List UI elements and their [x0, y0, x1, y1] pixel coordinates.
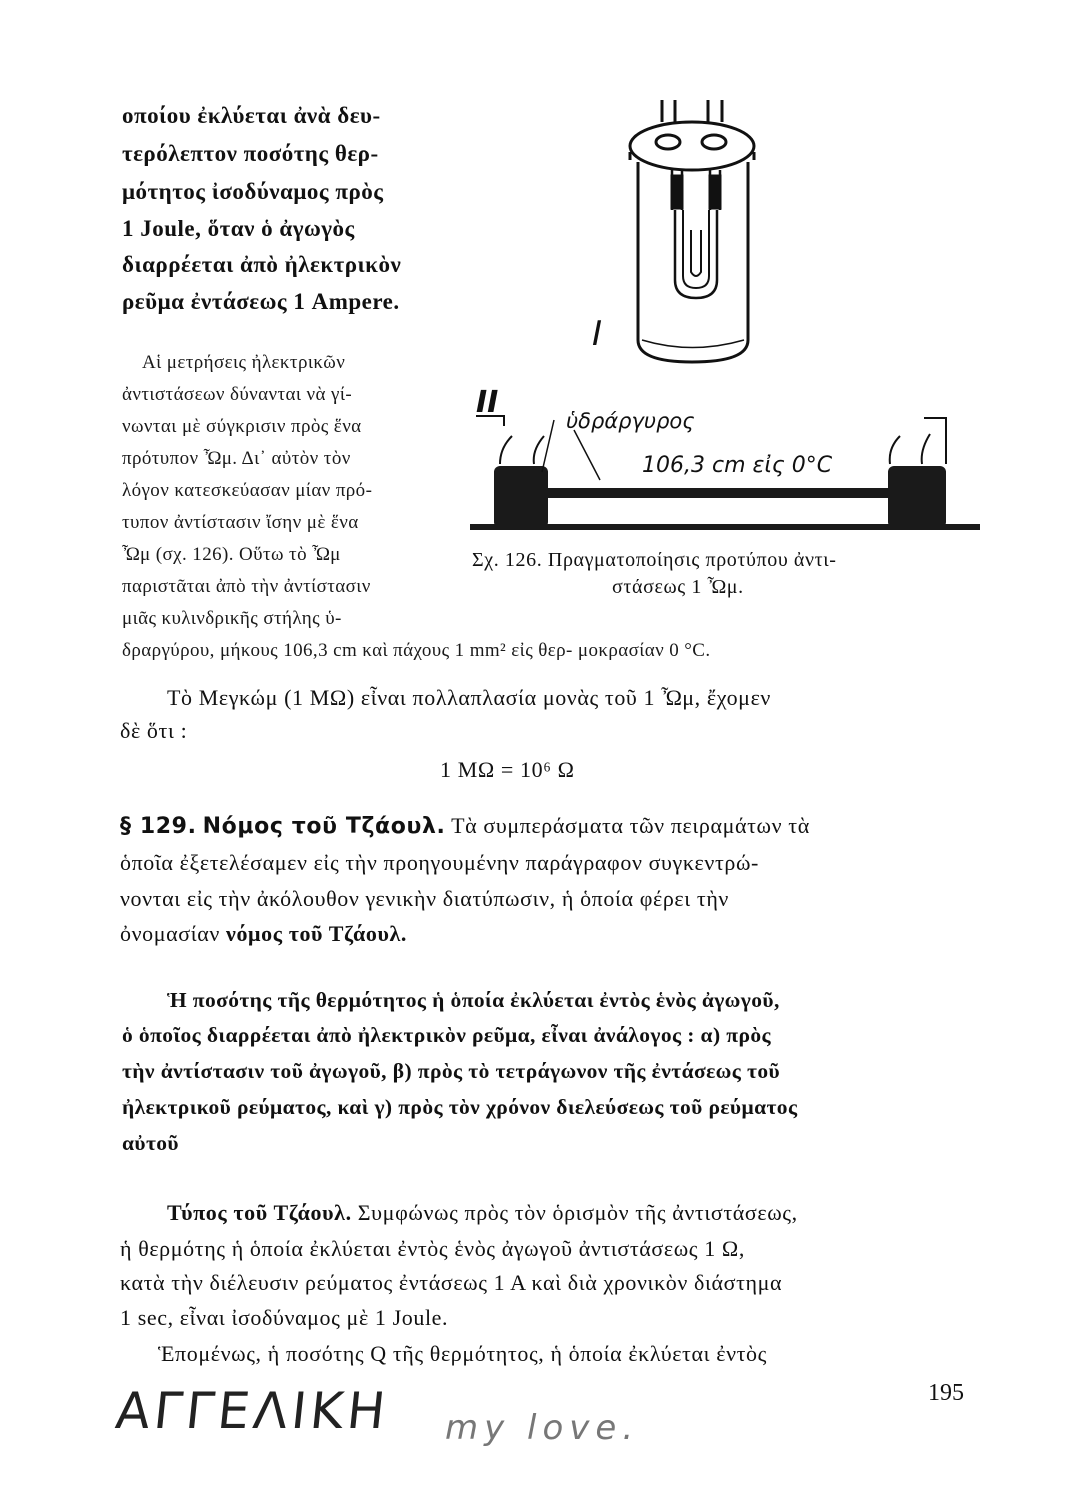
megohm-equation: 1 ΜΩ = 10⁶ Ω [440, 757, 575, 782]
section-text: ὀνομασίαν [120, 921, 220, 946]
figure-caption-line: Σχ. 126. Πραγματοποίησις προτύπου ἀντι- [472, 549, 837, 571]
sidebar-line: νωνται μὲ σύγκρισιν πρὸς ἕνα [122, 416, 362, 437]
megohm-line: δὲ ὅτι : [120, 718, 188, 743]
formula-heading-line [167, 1200, 798, 1226]
formula-line: κατὰ τὴν διέλευσιν ρεύματος ἐντάσεως 1 Α καὶ διὰ χρονικὸν διάστημα [120, 1270, 783, 1295]
label-length: 106,3 cm εἰς 0°C [642, 453, 833, 478]
law-line: Ἡ ποσότης τῆς θερμότητος ἡ ὁποία ἐκλύεται ἐντὸς ἑνὸς ἀγωγοῦ, [167, 988, 780, 1012]
sidebar-line: Ὦμ (σχ. 126). Οὕτω τὸ Ὦμ [122, 544, 341, 565]
section-line-last [120, 921, 407, 947]
handwritten-note: my love. [445, 1408, 640, 1448]
section-line: ὁποῖα ἐξετελέσαμεν εἰς τὴν προηγουμένην παράγραφον συγκεντρώ- [120, 850, 759, 875]
sidebar-line: μιᾶς κυλινδρικῆς στήλης ὑ- [122, 608, 342, 629]
label-i: I [592, 314, 603, 354]
sidebar-line: λόγον κατεσκεύασαν μίαν πρό- [122, 480, 373, 501]
figure-126-standard-ohm [470, 100, 990, 540]
sidebar-line: πρότυπον Ὦμ. Δι᾽ αὐτὸν τὸν [122, 448, 351, 469]
intro-line: διαρρέεται ἀπὸ ἠλεκτρικὸν [122, 252, 402, 277]
sidebar-line: ἀντιστάσεων δύνανται νὰ γί- [122, 384, 353, 405]
formula-title: Τύπος τοῦ Τζάουλ. [167, 1200, 352, 1225]
law-line: ὁ ὁποῖος διαρρέεται ἀπὸ ἠλεκτρικὸν ρεῦμα, εἶναι ἀνάλογος : α) πρὸς [122, 1023, 771, 1047]
section-law-name: νόμος τοῦ Τζάουλ. [226, 921, 407, 946]
intro-line: 1 Joule, ὅταν ὁ ἀγωγὸς [122, 216, 355, 241]
label-mercury: ὑδράργυρος [566, 409, 695, 433]
intro-line: μότητος ἰσοδύναμος πρὸς [122, 179, 384, 204]
section-number: § 129. [120, 814, 197, 839]
formula-line: Ἑπομένως, ἡ ποσότης Q τῆς θερμότητος, ἡ ὁποία ἐκλύεται ἐντὸς [158, 1341, 767, 1366]
page-number: 195 [928, 1380, 964, 1406]
intro-line: τερόλεπτον ποσότης θερ- [122, 141, 379, 166]
sidebar-line: δραργύρου, μήκους 106,3 cm καὶ πάχους 1 mm² εἰς θερ- μοκρασίαν 0 °C. [122, 640, 711, 661]
intro-line: οποίου ἐκλύεται ἀνὰ δευ- [122, 103, 381, 128]
section-title: Νόμος τοῦ Τζάουλ. [202, 814, 446, 839]
handwritten-name: ΑΓΓΕΛΙΚΗ [112, 1382, 392, 1440]
sidebar-line: παριστᾶται ἀπὸ τὴν ἀντίστασιν [122, 576, 371, 597]
section-129-heading-line [120, 813, 810, 839]
formula-line: 1 sec, εἶναι ἰσοδύναμος μὲ 1 Joule. [120, 1305, 449, 1330]
sidebar-line: τυπον ἀντίστασιν ἴσην μὲ ἕνα [122, 512, 359, 533]
label-ii: II [476, 385, 499, 420]
intro-line: ρεῦμα ἐντάσεως 1 Ampere. [122, 289, 400, 314]
apparatus-ii [470, 385, 980, 530]
megohm-line: Τὸ Μεγκώμ (1 ΜΩ) εἶναι πολλαπλασία μονὰς τοῦ 1 Ὦμ, ἔχομεν [167, 685, 771, 710]
figure-caption-line: στάσεως 1 Ὦμ. [612, 576, 744, 598]
law-line: αὐτοῦ [122, 1131, 179, 1155]
vessel-i [630, 100, 754, 362]
law-line: τὴν ἀντίστασιν τοῦ ἀγωγοῦ, β) πρὸς τὸ τετράγωνον τῆς ἐντάσεως τοῦ [122, 1059, 781, 1083]
section-line: νονται εἰς τὴν ἀκόλουθον γενικὴν διατύπωσιν, ἡ ὁποία φέρει τὴν [120, 886, 729, 911]
law-line: ἠλεκτρικοῦ ρεύματος, καὶ γ) πρὸς τὸν χρόνον διελεύσεως τοῦ ρεύματος [122, 1095, 798, 1119]
formula-line: ἡ θερμότης ἡ ὁποία ἐκλύεται ἐντὸς ἑνὸς ἀγωγοῦ ἀντιστάσεως 1 Ω, [120, 1236, 745, 1261]
formula-text: Συμφώνως πρὸς τὸν ὁρισμὸν τῆς ἀντιστάσεως, [357, 1200, 798, 1225]
sidebar-line: Αἱ μετρήσεις ἠλεκτρικῶν [142, 352, 346, 373]
section-text: Τὰ συμπεράσματα τῶν πειραμάτων τὰ [451, 813, 810, 838]
